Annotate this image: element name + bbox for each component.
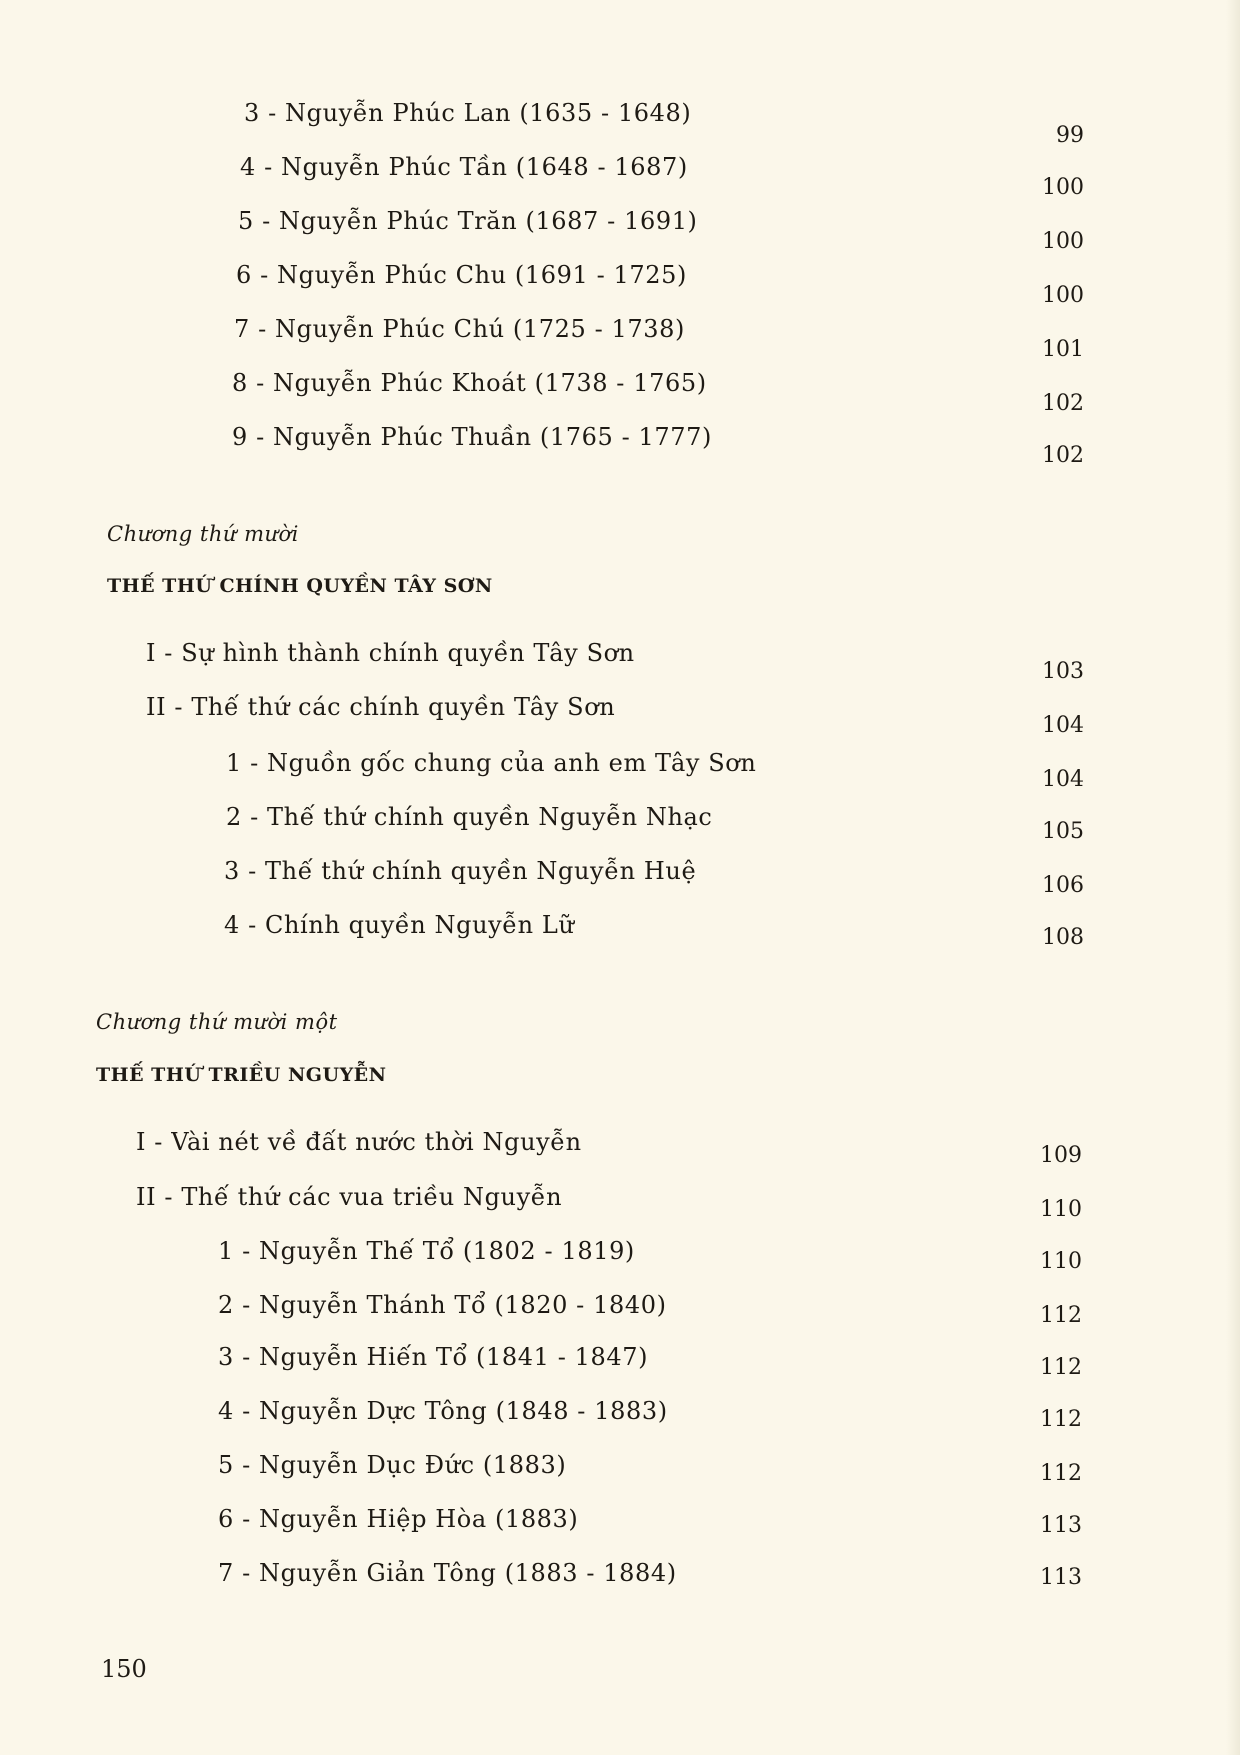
toc-entry: 1 - Nguyễn Thế Tổ (1802 - 1819): [218, 1237, 635, 1265]
chapter-label: Chương thứ mười một: [96, 1010, 338, 1034]
page-number: 150: [101, 1655, 147, 1683]
toc-entry: 5 - Nguyễn Phúc Trăn (1687 - 1691): [238, 207, 698, 235]
toc-page-number: 105: [1042, 819, 1084, 844]
toc-entry: 2 - Thế thứ chính quyền Nguyễn Nhạc: [226, 803, 713, 831]
toc-entry: I - Vài nét về đất nước thời Nguyễn: [136, 1128, 582, 1156]
toc-entry: 4 - Nguyễn Phúc Tần (1648 - 1687): [240, 153, 688, 181]
toc-page-number: 110: [1040, 1197, 1082, 1222]
toc-page-number: 99: [1056, 123, 1084, 148]
chapter-label: Chương thứ mười: [107, 522, 299, 546]
toc-entry: 9 - Nguyễn Phúc Thuần (1765 - 1777): [232, 423, 712, 451]
toc-page-number: 109: [1040, 1143, 1082, 1168]
toc-page-number: 100: [1042, 175, 1084, 200]
toc-page-number: 100: [1042, 283, 1084, 308]
toc-entry: 7 - Nguyễn Giản Tông (1883 - 1884): [218, 1559, 677, 1587]
toc-page-number: 112: [1040, 1355, 1082, 1380]
toc-entry: 2 - Nguyễn Thánh Tổ (1820 - 1840): [218, 1291, 667, 1319]
chapter-title: THẾ THỨ TRIỀU NGUYỄN: [96, 1064, 387, 1086]
toc-page-number: 101: [1042, 337, 1084, 362]
toc-page-number: 104: [1042, 767, 1084, 792]
chapter-title: THẾ THỨ CHÍNH QUYỀN TÂY SƠN: [107, 575, 493, 597]
toc-page-number: 112: [1040, 1303, 1082, 1328]
toc-page-number: 112: [1040, 1407, 1082, 1432]
toc-entry: II - Thế thứ các chính quyền Tây Sơn: [146, 693, 616, 721]
toc-page-number: 113: [1040, 1565, 1082, 1590]
toc-entry: 3 - Nguyễn Hiến Tổ (1841 - 1847): [218, 1343, 649, 1371]
toc-entry: 4 - Nguyễn Dực Tông (1848 - 1883): [218, 1397, 668, 1425]
toc-page-number: 103: [1042, 659, 1084, 684]
toc-page-number: 102: [1042, 443, 1084, 468]
toc-entry: II - Thế thứ các vua triều Nguyễn: [136, 1183, 563, 1211]
toc-page-number: 100: [1042, 229, 1084, 254]
toc-page-number: 110: [1040, 1249, 1082, 1274]
toc-entry: 4 - Chính quyền Nguyễn Lữ: [224, 911, 575, 939]
toc-entry: 6 - Nguyễn Hiệp Hòa (1883): [218, 1505, 579, 1533]
toc-page-number: 112: [1040, 1461, 1082, 1486]
toc-entry: 3 - Thế thứ chính quyền Nguyễn Huệ: [224, 857, 697, 885]
toc-page-number: 113: [1040, 1513, 1082, 1538]
toc-entry: I - Sự hình thành chính quyền Tây Sơn: [146, 639, 635, 667]
toc-page-number: 102: [1042, 391, 1084, 416]
page-edge-shadow: [1226, 0, 1240, 1755]
toc-entry: 1 - Nguồn gốc chung của anh em Tây Sơn: [226, 749, 757, 777]
toc-entry: 6 - Nguyễn Phúc Chu (1691 - 1725): [236, 261, 687, 289]
toc-page-number: 104: [1042, 713, 1084, 738]
toc-entry: 8 - Nguyễn Phúc Khoát (1738 - 1765): [232, 369, 707, 397]
toc-entry: 3 - Nguyễn Phúc Lan (1635 - 1648): [244, 99, 692, 127]
toc-page-number: 106: [1042, 873, 1084, 898]
toc-entry: 7 - Nguyễn Phúc Chú (1725 - 1738): [234, 315, 685, 343]
toc-page-number: 108: [1042, 925, 1084, 950]
toc-entry: 5 - Nguyễn Dục Đức (1883): [218, 1451, 567, 1479]
